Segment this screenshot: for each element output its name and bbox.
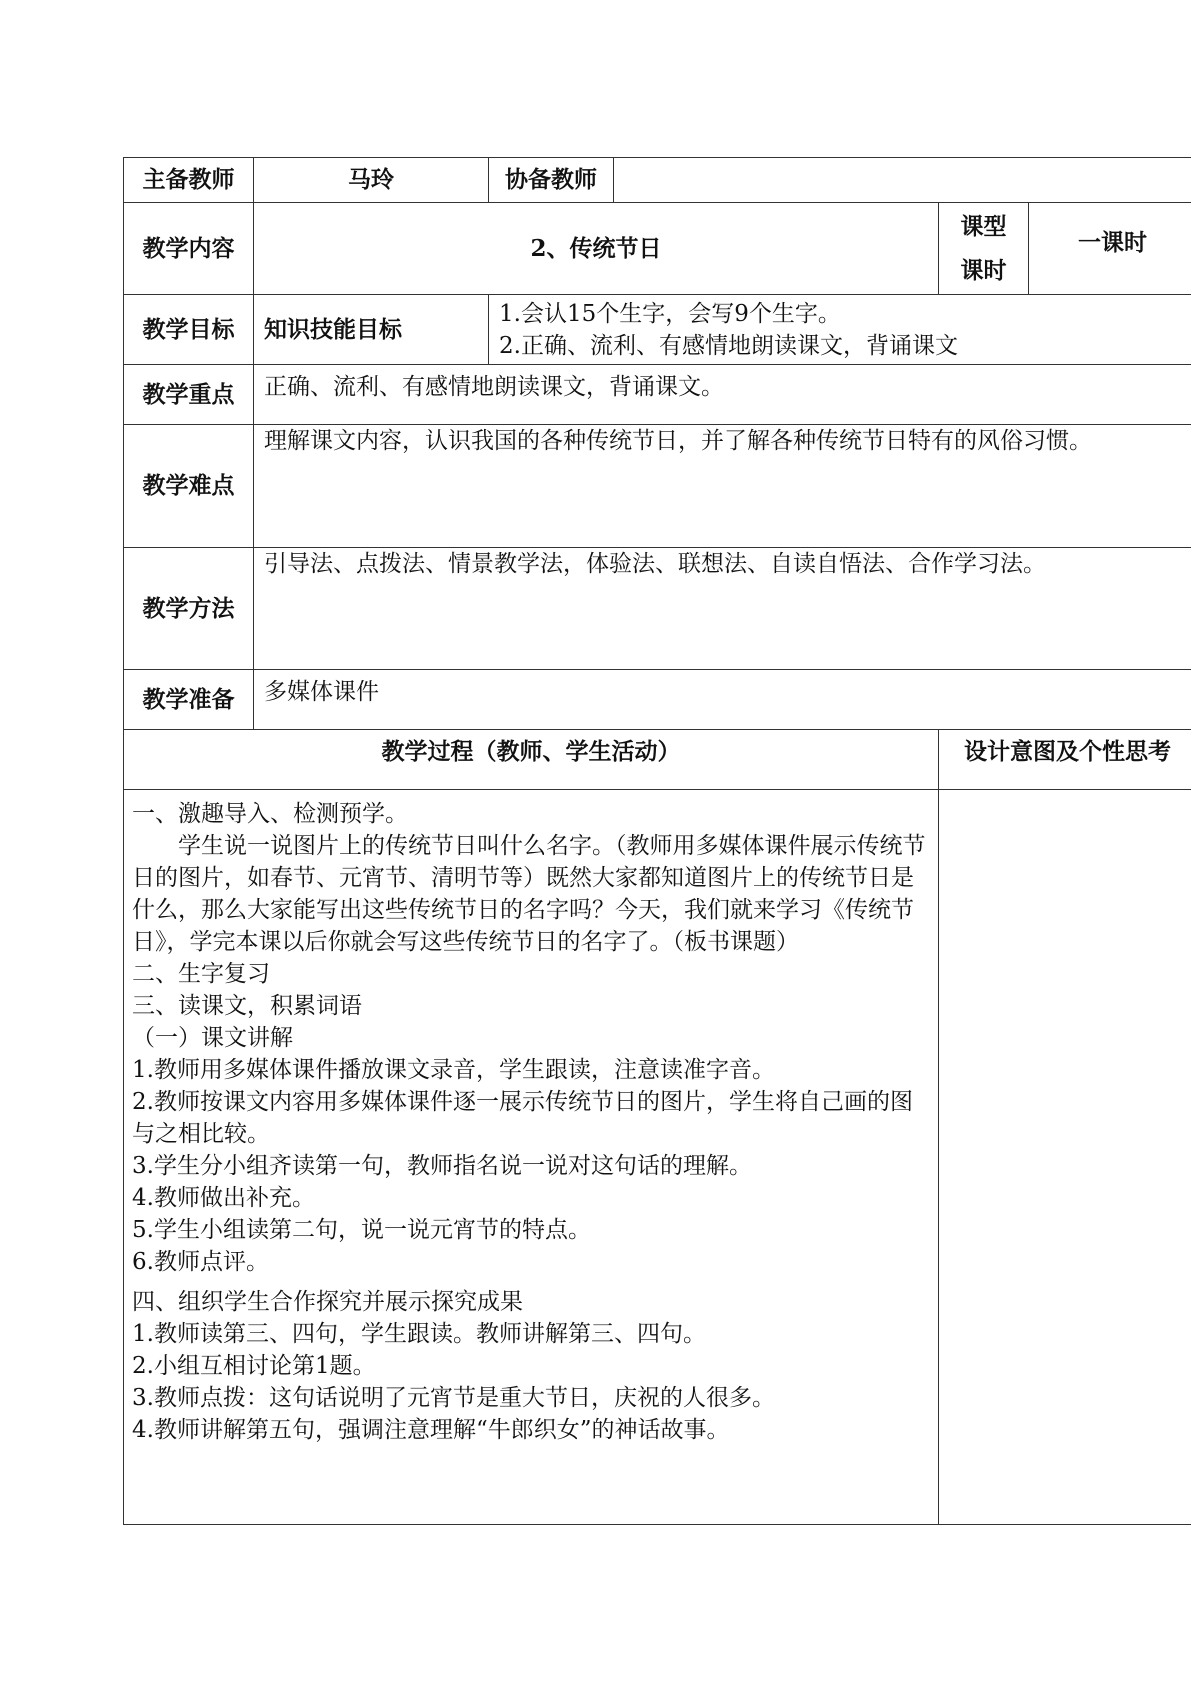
key-points-label: 教学重点 (124, 365, 254, 425)
process-line: 二、生字复习 (132, 961, 270, 987)
lesson-plan-sheet (123, 157, 1171, 1525)
row-process-header (124, 730, 1191, 790)
row-content (124, 203, 1191, 295)
process-header-right: 设计意图及个性思考 (939, 730, 1191, 790)
process-line: 4.教师讲解第五句，强调注意理解“牛郎织女”的神话故事。 (132, 1417, 730, 1443)
process-header-left: 教学过程（教师、学生活动） (124, 730, 939, 790)
goal-item-2: 2.正确、流利、有感情地朗读课文，背诵课文 (499, 332, 958, 359)
goals-label: 教学目标 (124, 295, 254, 365)
row-teachers (124, 158, 1191, 203)
process-line: 2.教师按课文内容用多媒体课件逐一展示传统节日的图片，学生将自己画的图与之相比较。 (132, 1089, 913, 1147)
process-line: 学生说一说图片上的传统节日叫什么名字。（教师用多媒体课件展示传统节日的图片，如春节、元宵节、清明节等）既然大家都知道图片上的传统节日是什么，那么大家能写出这些传统节日的名字吗？今天，我们就来学习《传统节日》，学完本课以后你就会写这些传统节日的名字了。（板书课题） (132, 833, 926, 955)
process-content (124, 790, 939, 1525)
type-label (939, 203, 1029, 295)
type-value: 一课时 (1029, 203, 1191, 295)
row-key-points (124, 365, 1191, 425)
methods-label: 教学方法 (124, 548, 254, 670)
methods-value: 引导法、点拨法、情景教学法，体验法、联想法、自读自悟法、合作学习法。 (254, 548, 1191, 670)
content-label: 教学内容 (124, 203, 254, 295)
row-goals (124, 295, 1191, 365)
row-methods (124, 548, 1191, 670)
content-value: 2、传统节日 (254, 203, 939, 295)
co-teacher-name (614, 158, 1191, 203)
process-line: （一）课文讲解 (132, 1025, 293, 1051)
process-line: 3.学生分小组齐读第一句，教师指名说一说对这句话的理解。 (132, 1153, 752, 1179)
preparation-label: 教学准备 (124, 670, 254, 730)
difficulties-label: 教学难点 (124, 425, 254, 548)
process-line: 6.教师点评。 (132, 1249, 269, 1275)
process-line: 3.教师点拨：这句话说明了元宵节是重大节日，庆祝的人很多。 (132, 1385, 775, 1411)
process-line: 三、读课文，积累词语 (132, 993, 362, 1019)
co-teacher-label: 协备教师 (489, 158, 614, 203)
row-difficulties (124, 425, 1191, 548)
process-line: 四、组织学生合作探究并展示探究成果 (132, 1289, 523, 1315)
process-line: 一、激趣导入、检测预学。 (132, 801, 408, 827)
difficulties-value: 理解课文内容，认识我国的各种传统节日，并了解各种传统节日特有的风俗习惯。 (254, 425, 1191, 548)
type-label-2: 课时 (960, 256, 1007, 284)
process-line: 5.学生小组读第二句，说一说元宵节的特点。 (132, 1217, 591, 1243)
goal-item-1: 1.会认15个生字，会写9个生字。 (499, 300, 841, 327)
lead-teacher-label: 主备教师 (124, 158, 254, 203)
type-label-1: 课型 (960, 212, 1007, 240)
process-line: 2.小组互相讨论第1题。 (132, 1353, 376, 1379)
preparation-value: 多媒体课件 (254, 670, 1191, 730)
goals-items (489, 295, 1191, 365)
goals-sub-label: 知识技能目标 (254, 295, 489, 365)
row-process (124, 790, 1191, 1525)
design-intent-cell (939, 790, 1191, 1525)
key-points-value: 正确、流利、有感情地朗读课文，背诵课文。 (254, 365, 1191, 425)
row-preparation (124, 670, 1191, 730)
process-line: 1.教师用多媒体课件播放课文录音，学生跟读，注意读准字音。 (132, 1057, 775, 1083)
process-line: 1.教师读第三、四句，学生跟读。教师讲解第三、四句。 (132, 1321, 706, 1347)
lesson-plan-table (123, 157, 1191, 1525)
lead-teacher-name: 马玲 (254, 158, 489, 203)
process-line: 4.教师做出补充。 (132, 1185, 315, 1211)
